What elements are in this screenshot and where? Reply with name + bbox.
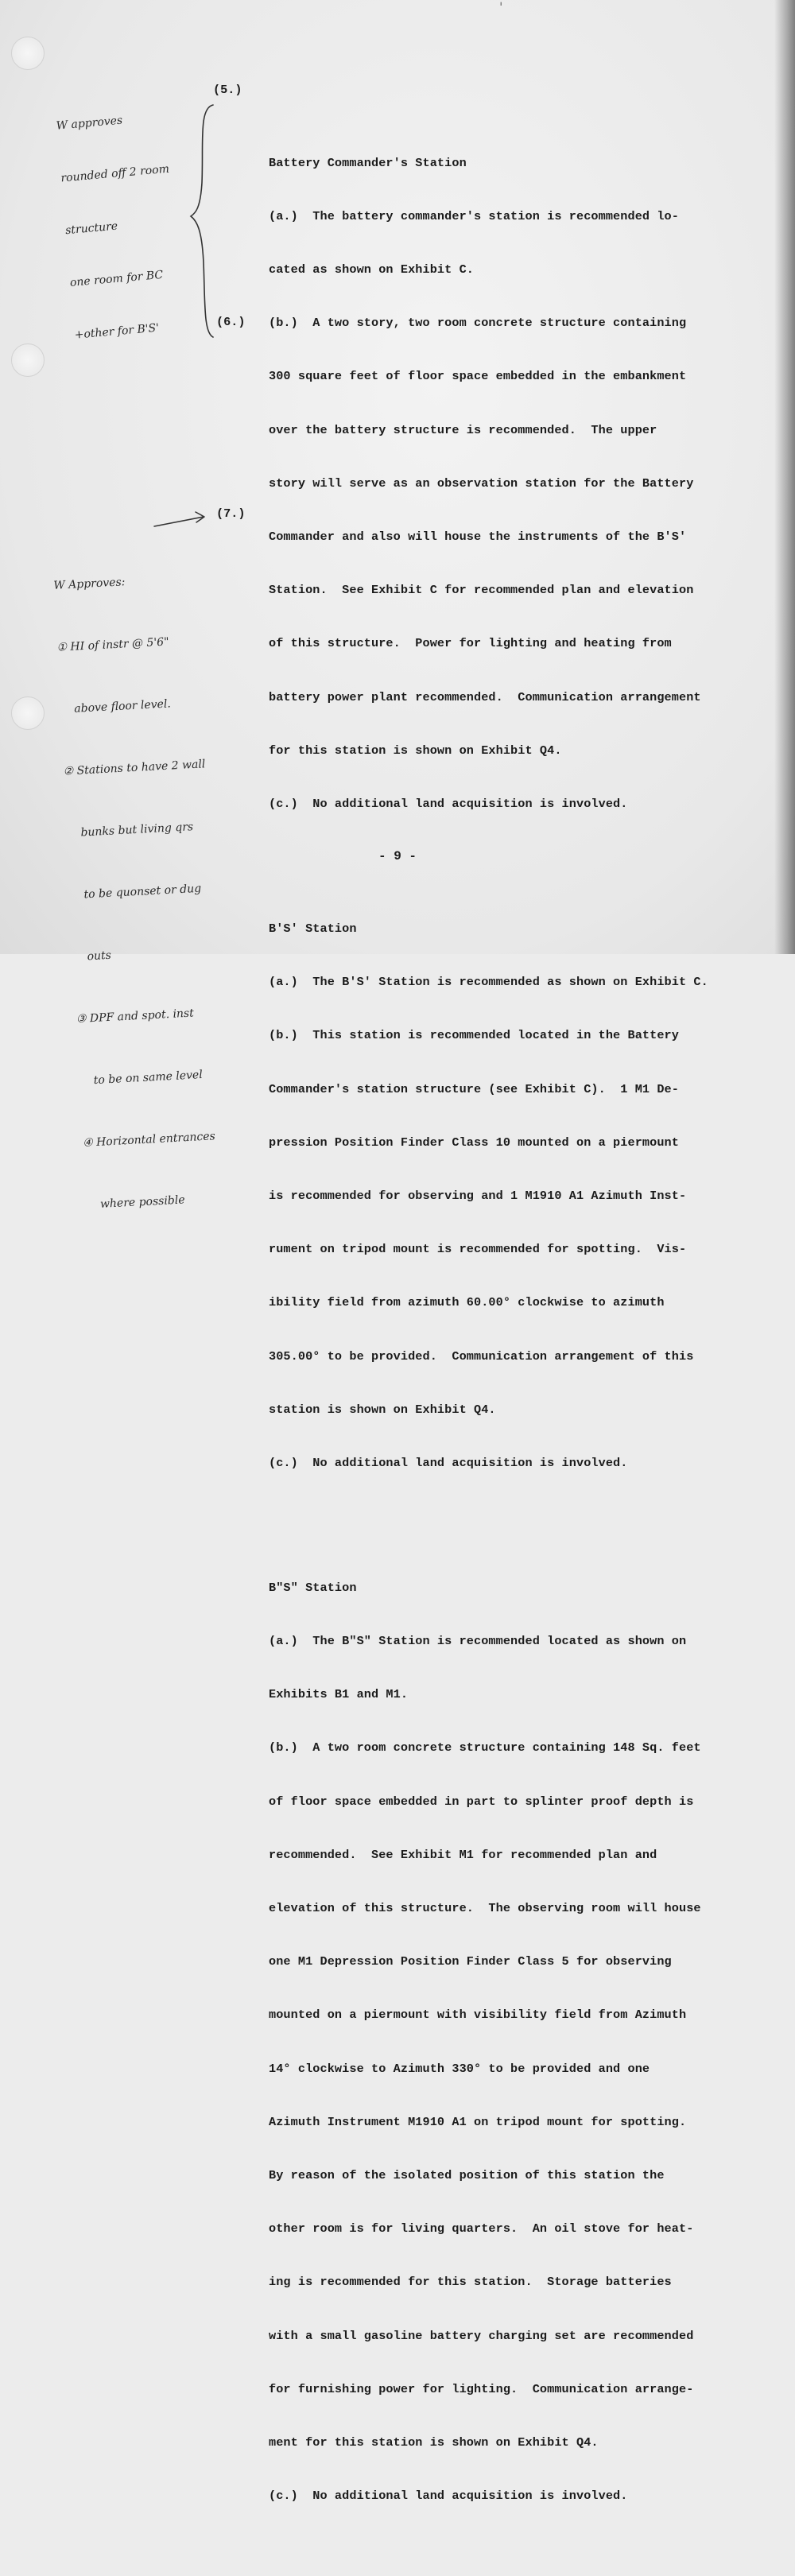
text-line: (a.) The battery commander's station is recommended lo- xyxy=(269,208,679,223)
arrow-head-mark xyxy=(196,512,204,522)
text-line: mounted on a piermount with visibility field from Azimuth xyxy=(269,2008,687,2023)
page-number: - 9 - xyxy=(378,849,417,863)
handwritten-line: W approves xyxy=(56,114,123,133)
handwritten-line: ① HI of instr @ 5'6" xyxy=(56,635,169,654)
item-5-block xyxy=(269,118,770,848)
top-mark: ˈ xyxy=(499,0,503,15)
text-line: ibility field from azimuth 60.00° clockwise to azimuth xyxy=(269,1295,665,1310)
text-line: battery power plant recommended. Communication arrangement xyxy=(269,689,701,704)
text-line: of this structure. Power for lighting and heating from xyxy=(269,636,672,651)
text-line: for furnishing power for lighting. Communication arrange- xyxy=(269,2381,694,2396)
handwritten-note-1 xyxy=(52,73,187,378)
text-line: 300 square feet of floor space embedded in the embankment xyxy=(269,369,687,384)
text-line: rument on tripod mount is recommended for spotting. Vis- xyxy=(269,1242,687,1257)
text-line: Station. See Exhibit C for recommended plan and elevation xyxy=(269,583,694,598)
text-line: is recommended for observing and 1 M1910 A1 Azimuth Inst- xyxy=(269,1188,687,1203)
text-line: of floor space embedded in part to splinter proof depth is xyxy=(269,1794,694,1809)
handwritten-line: ② Stations to have 2 wall xyxy=(63,758,206,778)
text-line: (c.) No additional land acquisition is involved. xyxy=(269,1455,628,1470)
item-7-heading: B"S" Station xyxy=(269,1580,357,1595)
handwritten-line: to be quonset or dug xyxy=(69,882,202,902)
handwritten-line: rounded off 2 room xyxy=(60,162,170,185)
handwritten-line: structure xyxy=(64,219,118,238)
text-line: Azimuth Instrument M1910 A1 on tripod mount for spotting. xyxy=(269,2114,687,2129)
page-edge-shadow xyxy=(774,0,795,954)
text-line: pression Position Finder Class 10 mounted on a piermount xyxy=(269,1135,679,1150)
text-line: 305.00° to be provided. Communication arrangement of this xyxy=(269,1348,694,1364)
handwritten-line: W Approves: xyxy=(52,576,126,592)
handwritten-line: +other for B'S' xyxy=(74,321,160,342)
text-line: (c.) No additional land acquisition is involved. xyxy=(269,2489,628,2504)
text-line: (b.) A two story, two room concrete structure containing xyxy=(269,316,687,331)
brace-mark xyxy=(191,105,213,337)
punch-hole xyxy=(11,696,45,730)
handwritten-line: ③ DPF and spot. inst xyxy=(76,1007,195,1026)
text-line: over the battery structure is recommended. The upper xyxy=(269,422,657,437)
text-line: (a.) The B"S" Station is recommended located as shown on xyxy=(269,1633,687,1648)
text-line: story will serve as an observation station for the Battery xyxy=(269,475,694,491)
text-line: station is shown on Exhibit Q4. xyxy=(269,1402,496,1417)
text-line: with a small gasoline battery charging set are recommended xyxy=(269,2328,694,2343)
text-line: (a.) The B'S' Station is recommended as shown on Exhibit C. xyxy=(269,975,708,990)
handwritten-line: outs xyxy=(72,949,112,964)
text-line: Exhibits B1 and M1. xyxy=(269,1687,409,1702)
item-number-7: (7.) xyxy=(216,506,246,521)
text-line: for this station is shown on Exhibit Q4. xyxy=(269,743,562,758)
text-line: ing is recommended for this station. Storage batteries xyxy=(269,2275,672,2290)
text-line: other room is for living quarters. An oil stove for heat- xyxy=(269,2221,694,2237)
handwritten-line: where possible xyxy=(85,1193,185,1212)
punch-hole xyxy=(11,37,45,70)
item-number-5: (5.) xyxy=(213,83,242,97)
typed-body xyxy=(269,83,770,2576)
text-line: recommended. See Exhibit M1 for recommended plan and xyxy=(269,1847,657,1862)
item-6-block xyxy=(269,884,770,1507)
text-line: elevation of this structure. The observing room will house xyxy=(269,1900,701,1915)
item-5-heading: Battery Commander's Station xyxy=(269,155,467,170)
handwritten-line: bunks but living qrs xyxy=(66,821,194,840)
item-number-6: (6.) xyxy=(216,315,246,329)
punch-hole xyxy=(11,343,45,377)
text-line: (b.) A two room concrete structure containing 148 Sq. feet xyxy=(269,1740,701,1755)
handwritten-line: ④ Horizontal entrances xyxy=(82,1130,216,1150)
handwritten-line: to be on same level xyxy=(79,1068,204,1088)
text-line: 14° clockwise to Azimuth 330° to be provided and one xyxy=(269,2061,650,2076)
text-line: cated as shown on Exhibit C. xyxy=(269,262,474,277)
item-6-heading: B'S' Station xyxy=(269,921,357,936)
text-line: (c.) No additional land acquisition is involved. xyxy=(269,797,628,812)
text-line: (b.) This station is recommended located in the Battery xyxy=(269,1028,679,1043)
text-line: one M1 Depression Position Finder Class 5 for observing xyxy=(269,1954,672,1969)
item-7-block xyxy=(269,1543,770,2540)
text-line: By reason of the isolated position of this station the xyxy=(269,2167,665,2182)
text-line: Commander's station structure (see Exhibit C). 1 M1 De- xyxy=(269,1081,679,1096)
text-line: ment for this station is shown on Exhibit Q4. xyxy=(269,2435,599,2450)
handwritten-line: above floor level. xyxy=(60,697,172,716)
text-line: Commander and also will house the instruments of the B'S' xyxy=(269,530,687,545)
arrow-mark xyxy=(154,517,204,526)
handwritten-line: one room for BC xyxy=(69,268,164,290)
handwritten-note-2 xyxy=(51,527,231,1257)
